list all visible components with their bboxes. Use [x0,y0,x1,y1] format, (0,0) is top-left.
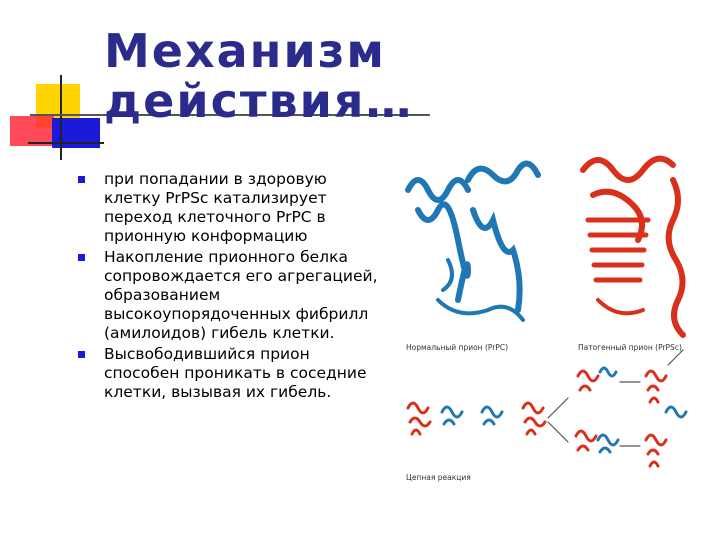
normal-prion-structure [408,164,538,320]
decor-short-line [28,142,104,144]
blue-monomers [442,368,686,452]
reaction-arrows [548,350,683,446]
label-pathogenic-prion: Патогенный прион (PrPSc) [578,343,682,352]
bullet-text: Накопление прионного белка сопровождается его агрегацией, образованием высокоупорядоченных фибрилл (амилоидов) гибель клетки. [104,248,378,342]
bullet-item [78,345,378,402]
slide-title: Механизм действия… [104,24,414,128]
chain-reaction-diagram [408,350,686,466]
bullet-item [78,170,378,246]
bullet-list [78,170,378,404]
pathogenic-prion-structure [583,159,683,335]
square-bullet-icon [78,351,85,358]
prion-figure [398,150,702,490]
square-bullet-icon [78,254,85,261]
decor-vertical-line [60,75,62,160]
label-chain-reaction: Цепная реакция [406,473,471,482]
bullet-item [78,248,378,343]
bullet-text: при попадании в здоровую клетку PrPSc катализирует переход клеточного PrPC в прионную конформацию [104,170,327,245]
bullet-text: Высвободившийся прион способен проникать в соседние клетки, вызывая их гибель. [104,345,367,401]
square-bullet-icon [78,176,85,183]
red-aggregate [408,371,666,466]
label-normal-prion: Нормальный прион (PrPC) [406,343,509,352]
